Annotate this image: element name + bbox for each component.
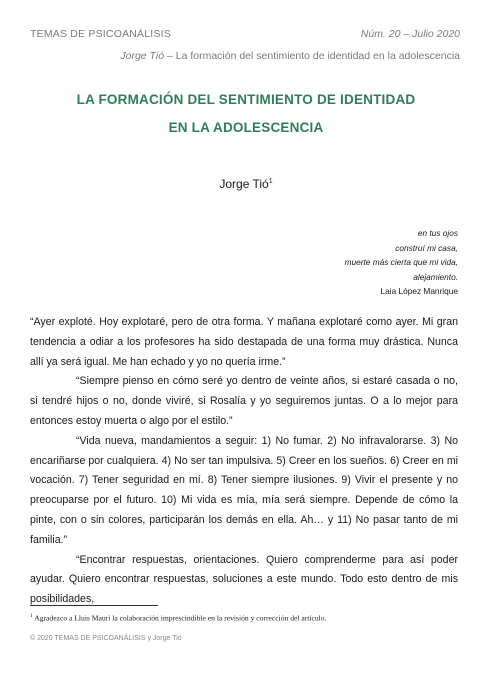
footnote-mark: 1 bbox=[30, 613, 33, 619]
footnote bbox=[30, 613, 326, 623]
body-paragraph: “Ayer exploté. Hoy explotaré, pero de otra forma. Y mañana explotaré como ayer. Mi gran tendencia a odiar a los profesores ha sido destapada de una forma muy drástica. Nunca allí ya será igual. Me han echado y yo no quería irme.” bbox=[30, 316, 458, 368]
issue-number: Núm. 20 – Julio 2020 bbox=[360, 28, 460, 40]
footnote-divider bbox=[30, 605, 158, 606]
body-paragraph: “Siempre pienso en cómo seré yo dentro de veinte años, si estaré casada o no, si tendré hijos o no, donde viviré, si Rosalía y yo seguiremos juntas. O a lo mejor para entonces estoy muerta o algo por el estilo.” bbox=[30, 375, 458, 427]
running-header-author: Jorge Tió bbox=[120, 50, 165, 62]
body-paragraph: “Encontrar respuestas, orientaciones. Quiero comprenderme para así poder ayudar. Quiero encontrar respuestas, soluciones a este mundo. Todo esto dentro de mis posibilidades, bbox=[30, 553, 458, 606]
article-author bbox=[0, 177, 492, 191]
copyright-notice: © 2020 TEMAS DE PSICOANÁLISIS y Jorge Tió bbox=[30, 635, 182, 642]
author-name: Jorge Tió bbox=[219, 177, 269, 191]
epigraph-line: en tus ojos bbox=[417, 228, 458, 238]
epigraph-line: muerte más cierta que mi vida, bbox=[344, 257, 458, 267]
author-footnote-mark[interactable]: 1 bbox=[268, 178, 273, 185]
article-title-line-2: EN LA ADOLESCENCIA bbox=[168, 120, 324, 135]
article-body bbox=[30, 313, 458, 610]
article-title-line-1: LA FORMACIÓN DEL SENTIMIENTO DE IDENTIDAD bbox=[76, 92, 416, 107]
footnote-text: Agradezco a Lluis Mauri la colaboración imprescindible en la revisión y corrección del artículo. bbox=[32, 613, 327, 623]
epigraph-attribution: Laia López Manrique bbox=[380, 286, 458, 296]
running-header bbox=[120, 50, 460, 62]
body-paragraph: “Vida nueva, mandamientos a seguir: 1) No fumar. 2) No infravalorarse. 3) No encariñarse por cualquiera. 4) No ser tan impulsiva. 5) Creer en los sueños. 6) Creer en mi vocación. 7) Tener seguridad en mí. 8) Tener siempre ilusiones. 9) Vivir el presente y no preocuparse por el futuro. 10) Mi vida es mía, mía será siempre. Depende de cómo la pinte, con o sin colores, participarán los demás en ella. Ah… y 11) No pasar tanto de mi familia.” bbox=[30, 434, 458, 546]
journal-name: TEMAS DE PSICOANÁLISIS bbox=[30, 28, 171, 40]
epigraph-line: alejamiento. bbox=[413, 271, 458, 282]
epigraph-line: construí mi casa, bbox=[395, 242, 458, 253]
epigraph bbox=[345, 226, 458, 299]
running-header-title: – La formación del sentimiento de identidad en la adolescencia bbox=[166, 50, 460, 62]
